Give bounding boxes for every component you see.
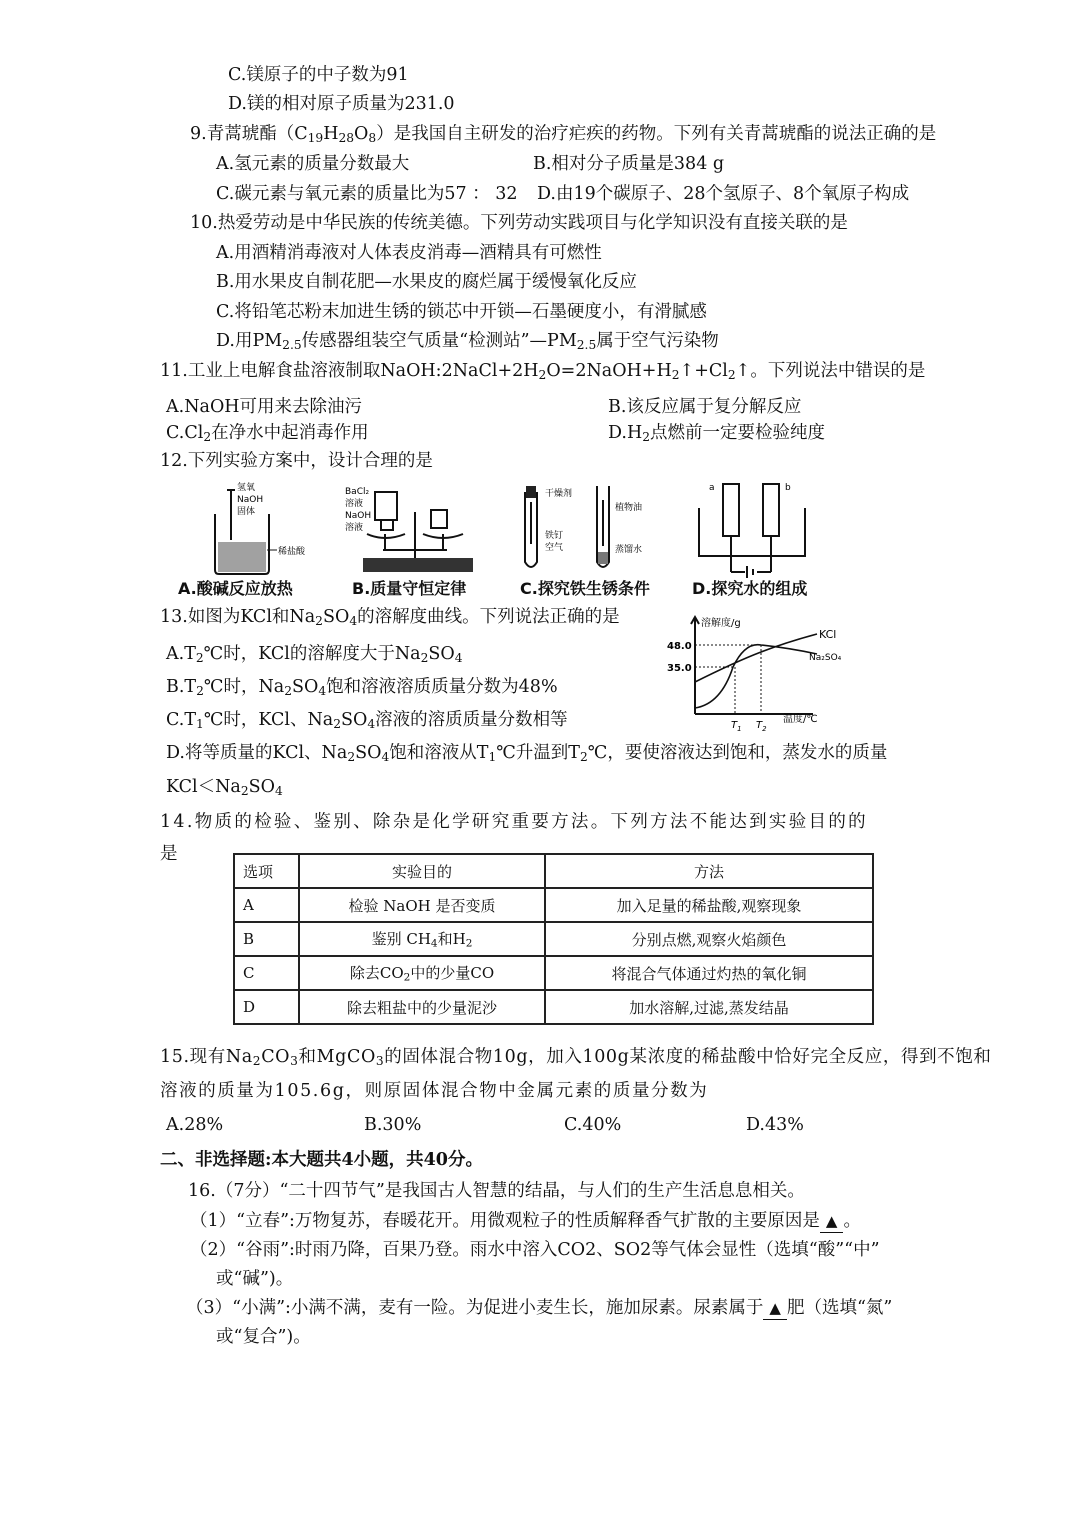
header-goal: 实验目的	[299, 854, 545, 888]
q9-stem: 9.青蒿琥酯（C19H28O8）是我国自主研发的治疗疟疾的药物。下列有关青蒿琥酯的说法正确的是	[190, 124, 937, 146]
q12-b-label-4: 溶液	[345, 523, 364, 533]
header-method: 方法	[545, 854, 873, 888]
q8-option-c: C.镁原子的中子数为91	[228, 65, 409, 85]
q9-option-d: D.由19个碳原子、28个氢原子、8个氧原子构成	[537, 184, 910, 204]
q12-a-label-2: NaOH	[237, 495, 264, 505]
graph-xlabel: 温度/℃	[783, 714, 818, 725]
table-row: D 除去粗盐中的少量泥沙 加水溶解,过滤,蒸发结晶	[234, 990, 873, 1024]
q12-a-label-4: 稀盐酸	[278, 547, 306, 557]
q12-c-label-2: 植物油	[615, 503, 643, 513]
q10-option-a: A.用酒精消毒液对人体表皮消毒—酒精具有可燃性	[216, 243, 602, 263]
q14-table	[233, 853, 874, 1025]
table-header-row	[234, 854, 873, 888]
q16-part-1: （1）“立春”:万物复苏，春暖花开。用微观粒子的性质解释香气扩散的主要原因是 ▲ 。	[190, 1211, 861, 1231]
q11-stem: 11.工业上电解食盐溶液制取NaOH:2NaCl+2H2O=2NaOH+H2↑+Cl2↑。下列说法中错误的是	[160, 361, 926, 383]
t1-label: $T_1$	[731, 720, 742, 733]
q16-part-2-cont: 或“碱”)。	[216, 1269, 294, 1289]
q13-option-d-line2: KCl＜Na2SO4	[166, 777, 283, 799]
q15-option-c: C.40%	[564, 1115, 622, 1135]
q12-b-label-3: NaOH	[345, 511, 372, 521]
tick-35: 35.0	[667, 663, 692, 674]
answer-blank[interactable]: ▲	[820, 1210, 844, 1233]
q12-caption-a: A.酸碱反应放热	[178, 579, 293, 598]
q12-diagram-d	[695, 478, 815, 578]
q13-option-c: C.T1℃时，KCl、Na2SO4溶液的溶质质量分数相等	[166, 710, 568, 732]
q8-option-d: D.镁的相对原子质量为231.0	[228, 94, 455, 114]
q15-option-a: A.28%	[166, 1115, 224, 1135]
q15-stem-line2: 溶液的质量为105.6g，则原固体混合物中金属元素的质量分数为	[160, 1081, 709, 1101]
q10-option-c: C.将铅笔芯粉末加进生锈的锁芯中开锁—石墨硬度小，有滑腻感	[216, 302, 707, 322]
q12-diagram-b	[345, 482, 475, 582]
q12-c-label-1: 干燥剂	[545, 489, 573, 499]
q12-diagram-a	[205, 480, 325, 580]
q10-option-b: B.用水果皮自制花肥—水果皮的腐烂属于缓慢氧化反应	[216, 272, 637, 292]
q11-option-a: A.NaOH可用来去除油污	[166, 397, 363, 417]
q12-d-label-b: b	[785, 483, 791, 493]
q12-caption-c: C.探究铁生锈条件	[520, 579, 650, 598]
q15-stem-line1: 15.现有Na2CO3和MgCO3的固体混合物10g，加入100g某浓度的稀盐酸中恰好完全反应，得到不饱和	[160, 1047, 992, 1069]
q14-stem-line2: 是	[160, 844, 178, 864]
q11-option-d: D.H2点燃前一定要检验纯度	[608, 423, 826, 445]
graph-ylabel: 溶解度/g	[701, 618, 741, 629]
q12-caption-d: D.探究水的组成	[692, 579, 808, 598]
q10-stem: 10.热爱劳动是中华民族的传统美德。下列劳动实践项目与化学知识没有直接关联的是	[190, 213, 848, 233]
answer-blank[interactable]: ▲	[763, 1297, 787, 1320]
q10-option-d: D.用PM2.5传感器组装空气质量“检测站”—PM2.5属于空气污染物	[216, 331, 719, 353]
q12-c-label-3: 铁钉	[545, 531, 564, 541]
q12-diagram-c	[515, 482, 655, 582]
q12-c-label-4: 空气	[545, 543, 564, 553]
t2-label: $T_2$	[756, 720, 767, 733]
q12-d-label-a: a	[709, 483, 715, 493]
q12-c-label-5: 蒸馏水	[615, 545, 643, 555]
q15-option-b: B.30%	[364, 1115, 422, 1135]
q11-option-b: B.该反应属于复分解反应	[608, 397, 802, 417]
q13-option-b: B.T2℃时，Na2SO4饱和溶液溶质质量分数为48%	[166, 677, 558, 699]
q9-option-a: A.氢元素的质量分数最大	[216, 154, 410, 174]
q13-option-a: A.T2℃时，KCl的溶解度大于Na2SO4	[166, 644, 463, 666]
tick-48: 48.0	[667, 641, 692, 652]
q16-part-3: （3）“小满”:小满不满，麦有一险。为促进小麦生长，施加尿素。尿素属于 ▲ 肥（选填“氮”	[186, 1298, 893, 1318]
q15-option-d: D.43%	[746, 1115, 804, 1135]
q12-stem: 12.下列实验方案中，设计合理的是	[160, 451, 433, 471]
header-option: 选项	[234, 854, 299, 888]
q12-caption-b: B.质量守恒定律	[352, 579, 467, 598]
kcl-label: KCl	[819, 628, 837, 641]
q16-part-3-cont: 或“复合”)。	[216, 1327, 311, 1347]
q12-a-label-1: 氢氧	[237, 483, 256, 493]
q11-option-c: C.Cl2在净水中起消毒作用	[166, 423, 369, 445]
table-row: A 检验 NaOH 是否变质 加入足量的稀盐酸,观察现象	[234, 888, 873, 922]
q14-stem-line1: 14.物质的检验、鉴别、除杂是化学研究重要方法。下列方法不能达到实验目的的	[160, 812, 868, 832]
q12-b-label-2: 溶液	[345, 499, 364, 509]
q13-stem: 13.如图为KCl和Na2SO4的溶解度曲线。下列说法正确的是	[160, 607, 620, 629]
na2so4-label: Na₂SO₄	[809, 653, 842, 663]
kcl-curve	[695, 634, 817, 682]
table-row: B 鉴别 CH4和H2 分别点燃,观察火焰颜色	[234, 922, 873, 956]
q12-a-label-3: 固体	[237, 507, 256, 517]
q9-option-c: C.碳元素与氧元素的质量比为57 ： 32	[216, 184, 518, 204]
q13-option-d-line1: D.将等质量的KCl、Na2SO4饱和溶液从T1℃升温到T2℃，要使溶液达到饱和，蒸发水的质量	[166, 743, 888, 765]
q13-solubility-graph	[665, 612, 880, 732]
q16-part-2: （2）“谷雨”:时雨乃降，百果乃登。雨水中溶入CO2、SO2等气体会显性（选填“酸”“中”	[190, 1240, 880, 1260]
q16-stem: 16.（7分）“二十四节气”是我国古人智慧的结晶，与人们的生产生活息息相关。	[188, 1181, 805, 1201]
q12-b-label-1: BaCl₂	[345, 487, 370, 497]
table-row: C 除去CO2中的少量CO 将混合气体通过灼热的氧化铜	[234, 956, 873, 990]
q9-option-b: B.相对分子质量是384 g	[533, 154, 725, 174]
section-2-heading: 二、非选择题:本大题共4小题，共40分。	[160, 1150, 483, 1170]
